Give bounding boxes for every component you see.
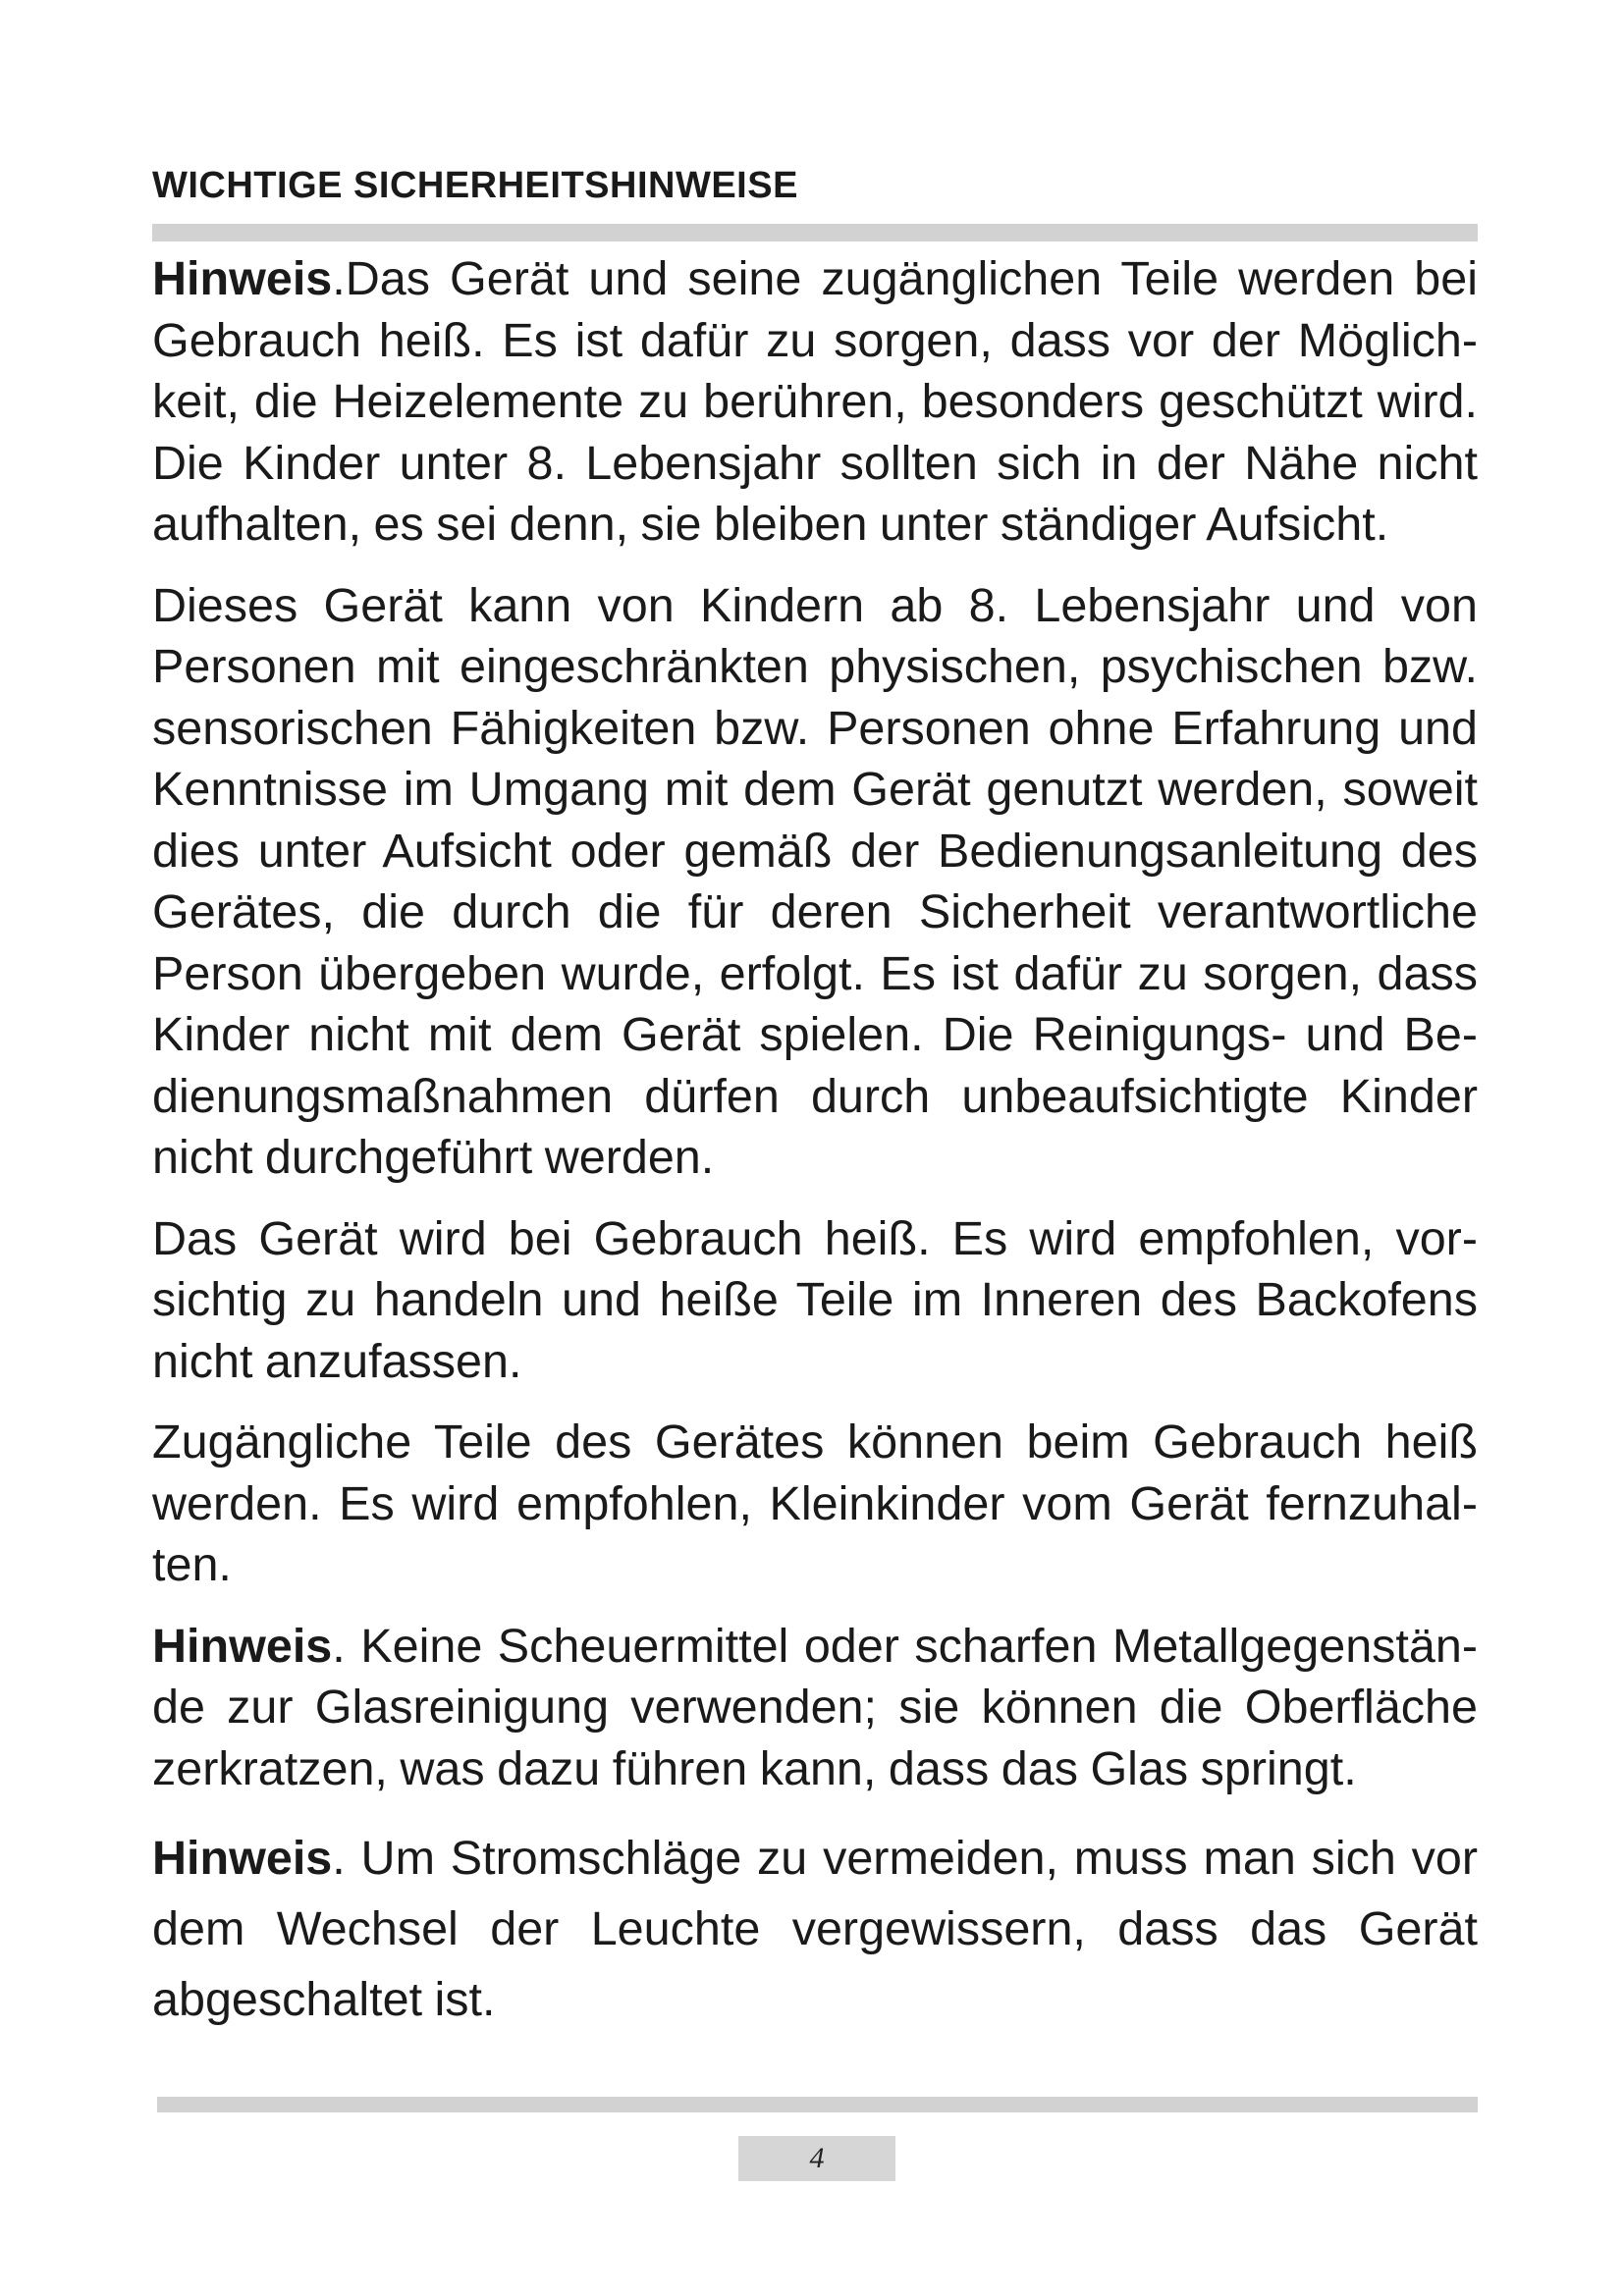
- paragraph-children-usage: [152, 575, 1478, 1189]
- page-number: 4: [738, 2136, 895, 2181]
- footer-divider: [157, 2097, 1478, 2112]
- paragraph-oven-hot: [152, 1208, 1478, 1393]
- paragraph-text: . Keine Scheuermittel oder scharfen Metallgegenstände zur Glasreinigung verwenden; sie können die Oberfläche zerkratzen, was dazu führen kann, dass das Glas springt.: [152, 1619, 1478, 1795]
- notice-label: Hinweis: [152, 1832, 333, 1885]
- paragraph-lamp-replacement-notice: [152, 1823, 1478, 2035]
- safety-notes: [152, 248, 1478, 2035]
- paragraph-text: .Das Gerät und seine zugänglichen Teile werden bei Gebrauch heiß. Es ist dafür zu sorgen, dass vor der Möglichkeit, die Heizelemente zu berühren, besonders geschützt wird. Die Kinder unter 8. Lebensjahr sollten sich in der Nähe nicht aufhalten, es sei denn, sie bleiben unter ständiger Aufsicht.: [152, 252, 1478, 551]
- notice-label: Hinweis: [152, 1619, 333, 1673]
- section-heading: WICHTIGE SICHERHEITSHINWEISE: [152, 165, 798, 206]
- paragraph-hot-parts-notice: [152, 248, 1478, 556]
- paragraph-glass-cleaning-notice: [152, 1616, 1478, 1800]
- paragraph-text: . Um Stromschläge zu vermeiden, muss man sich vor dem Wechsel der Leuchte vergewissern, dass das Gerät abgeschaltet ist.: [152, 1832, 1478, 2026]
- paragraph-accessible-parts: [152, 1412, 1478, 1596]
- paragraph-text: Das Gerät wird bei Gebrauch heiß. Es wird empfohlen, vorsichtig zu handeln und heiße Teile im Inneren des Backofens nicht anzufassen.: [152, 1211, 1478, 1388]
- header-divider: [152, 224, 1478, 241]
- paragraph-text: Dieses Gerät kann von Kindern ab 8. Lebensjahr und von Personen mit eingeschränkten physischen, psychischen bzw. sensorischen Fähigkeiten bzw. Personen ohne Erfahrung und Kenntnisse im Umgang mit dem Gerät genutzt werden, soweit dies unter Aufsicht oder gemäß der Bedienungsanleitung des Gerätes, die durch die für deren Sicherheit verantwortliche Person übergeben wurde, erfolgt. Es ist dafür zu sorgen, dass Kinder nicht mit dem Gerät spielen. Die Reinigungs- und Bedienungsmaßnahmen dürfen durch unbeaufsichtigte Kinder nicht durchgeführt werden.: [152, 578, 1478, 1184]
- notice-label: Hinweis: [152, 252, 333, 305]
- paragraph-text: Zugängliche Teile des Gerätes können beim Gebrauch heiß werden. Es wird empfohlen, Kleinkinder vom Gerät fernzuhalten.: [152, 1415, 1478, 1591]
